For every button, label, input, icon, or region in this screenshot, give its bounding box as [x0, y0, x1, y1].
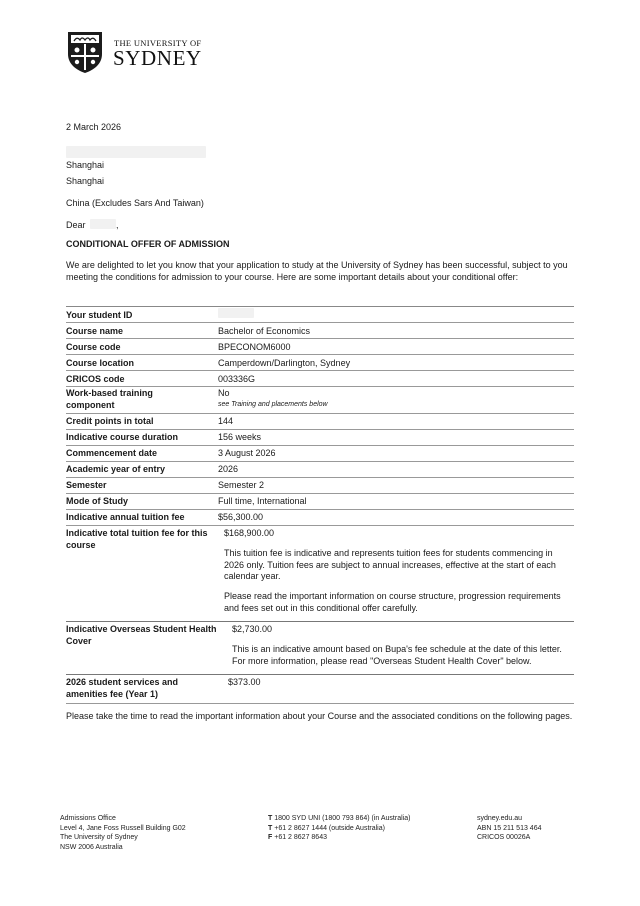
footer-website: sydney.edu.au	[477, 815, 523, 822]
row-value: Camperdown/Darlington, Sydney	[218, 357, 351, 368]
table-row	[66, 526, 574, 622]
row-label: 2026 student services and amenities fee (Year 1)	[66, 676, 179, 699]
table-row	[66, 494, 574, 510]
footer-line: Admissions Office	[60, 815, 116, 822]
university-logo	[66, 30, 206, 76]
footer-contact	[268, 814, 410, 843]
footer-line: Level 4, Jane Foss Russell Building G02	[60, 824, 186, 832]
offer-details-table	[66, 306, 574, 704]
footer-line	[268, 824, 410, 834]
address-line: Shanghai	[66, 176, 105, 186]
table-row	[66, 387, 574, 414]
table-row	[66, 622, 574, 675]
row-label: Academic year of entry	[66, 464, 166, 475]
table-row	[66, 478, 574, 494]
row-label-line: component	[66, 399, 115, 410]
table-row	[66, 414, 574, 430]
phone-local: 1800 SYD UNI (1800 793 864) (in Australia)	[274, 815, 411, 822]
crest-icon	[66, 30, 104, 74]
phone-letter: T	[268, 824, 273, 832]
row-label-line: Work-based training	[66, 388, 153, 398]
row-value: Bachelor of Economics	[218, 325, 311, 336]
row-label: Commencement date	[66, 448, 158, 459]
fee-note: This tuition fee is indicative and represents tuition fees for students commencing in 2026 only. Tuition fees are subject to annual increases, effective at the start of each calendar year.	[224, 547, 556, 582]
footer-line	[268, 833, 410, 843]
logo-big-text: SYDNEY	[113, 46, 202, 70]
address-line: China (Excludes Sars And Taiwan)	[66, 198, 204, 208]
footer-line: NSW 2006 Australia	[60, 843, 123, 851]
table-row	[66, 446, 574, 462]
salutation-comma: ,	[116, 220, 119, 230]
row-label: Indicative total tuition fee for this course	[66, 527, 208, 550]
table-row	[66, 339, 574, 355]
fax-number: +61 2 8627 8643	[274, 834, 327, 842]
table-row	[66, 307, 574, 323]
row-value	[224, 528, 574, 615]
phone-international: +61 2 8627 1444 (outside Australia)	[274, 824, 385, 832]
row-value: Full time, International	[218, 496, 307, 507]
intro-paragraph: We are delighted to let you know that your application to study at the University of Sydney has been successful, subject to you meeting the conditions for admission to your course. Here are some important details about your conditional offer:	[66, 260, 568, 282]
row-label: Your student ID	[66, 309, 133, 320]
row-value-text: $168,900.00	[224, 527, 275, 538]
row-value	[232, 624, 574, 668]
row-value: $373.00	[228, 676, 261, 687]
logo-small-text: THE UNIVERSITY OF	[114, 38, 202, 48]
row-value: 156 weeks	[218, 432, 262, 443]
salutation-word: Dear	[66, 220, 86, 230]
oshc-note: This is an indicative amount based on Bupa's fee schedule at the date of this letter. For more information, please read "Overseas Student Health Cover" below.	[232, 643, 562, 666]
row-label: Mode of Study	[66, 496, 128, 507]
footer-line	[268, 814, 410, 824]
salutation	[66, 219, 119, 232]
footer-abn: ABN 15 211 513 464	[477, 824, 542, 832]
row-label: Course name	[66, 325, 124, 336]
row-value	[218, 388, 574, 412]
row-value: 3 August 2026	[218, 448, 276, 459]
fax-letter: F	[268, 834, 273, 842]
address-line: Shanghai	[66, 160, 105, 170]
row-label: Course location	[66, 357, 135, 368]
table-row	[66, 430, 574, 446]
row-label	[66, 388, 218, 412]
table-row	[66, 462, 574, 478]
row-value-text: No	[218, 388, 230, 398]
table-row	[66, 355, 574, 371]
fee-note: Please read the important information on course structure, progression requirements and fees set out in this conditional offer carefully.	[224, 591, 561, 614]
letter-date: 2 March 2026	[66, 122, 122, 132]
phone-letter: T	[268, 815, 273, 822]
row-label: Course code	[66, 341, 121, 352]
row-value: 144	[218, 416, 234, 427]
footer-cricos: CRICOS 00026A	[477, 834, 531, 842]
row-value: Semester 2	[218, 480, 265, 491]
row-value: BPECONOM6000	[218, 341, 291, 352]
footer-line: The University of Sydney	[60, 834, 138, 842]
row-value: $56,300.00	[218, 512, 264, 523]
row-value-note: see Training and placements below	[218, 400, 328, 408]
row-label: Indicative annual tuition fee	[66, 512, 185, 523]
row-value: 2026	[218, 464, 239, 475]
row-value: 003336G	[218, 373, 256, 384]
row-label: Indicative course duration	[66, 432, 179, 443]
table-row	[66, 510, 574, 526]
table-row	[66, 371, 574, 387]
row-label: Semester	[66, 480, 107, 491]
footer-office-address	[60, 814, 186, 852]
row-value-text: $2,730.00	[232, 624, 273, 634]
table-row	[66, 323, 574, 339]
closing-paragraph: Please take the time to read the important information about your Course and the associated conditions on the following pages.	[66, 711, 573, 721]
row-value	[218, 308, 574, 321]
redacted-name-line	[66, 146, 206, 158]
row-label: Indicative Overseas Student Health Cover	[66, 624, 217, 646]
row-label: CRICOS code	[66, 373, 125, 384]
table-row	[66, 675, 574, 705]
row-label: Credit points in total	[66, 416, 154, 427]
letter-heading: CONDITIONAL OFFER OF ADMISSION	[66, 239, 230, 249]
footer-identifiers	[477, 814, 541, 843]
redacted-student-id	[218, 308, 254, 318]
redacted-recipient	[90, 219, 116, 229]
